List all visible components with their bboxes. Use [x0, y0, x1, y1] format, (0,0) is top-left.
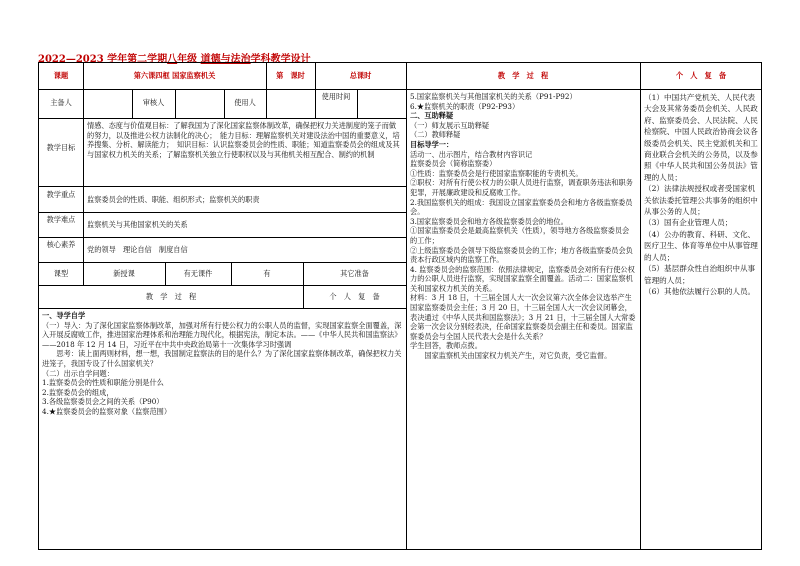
review-note: （6）其他依法履行公职的人员。 — [644, 286, 756, 296]
divider — [39, 186, 406, 187]
lesson-type: 新授课 — [113, 269, 135, 278]
divider — [640, 63, 641, 549]
topic-name: 第六课四框 国家监察机关 — [133, 71, 216, 80]
divider — [39, 237, 406, 238]
review-note: （1）中国共产党机关、人民代表大会及其常务委员会机关、人民政府、监察委员会、人民法院、人民检察院、中国人民政治协商会议各级委员会机关、民主党派机关和工商业联合会机关的公务员，以及参照《中华人民共和国公务员法》管理的人员； — [644, 93, 758, 182]
list-item: （一）师友展示互助释疑 — [410, 120, 490, 130]
use-time-label: 使用时间 — [321, 92, 351, 101]
body-text: 学生回答，教师点拨。 — [410, 341, 482, 351]
body-text: ②职权：对所有行使公权力的公职人员进行监察，调查职务违法和职务犯罪，开展廉政建设和反腐败工作。 — [410, 178, 633, 197]
review-header: 个 人 复 备 — [675, 71, 727, 80]
grade-suffix: 年级 — [177, 54, 198, 65]
other-prep-label: 其它准备 — [340, 269, 369, 278]
lesson-plan-table — [38, 62, 762, 550]
topic-label: 课题 — [53, 71, 69, 80]
body-text: 监察委员会（简称监察委） — [410, 159, 497, 169]
review-note: （5）基层群众性自治组织中从事管理的人员； — [644, 264, 756, 285]
literacy-text: 党的领导 理论自信 制度自信 — [87, 245, 188, 254]
divider — [83, 89, 84, 118]
objectives-text: 情感、态度与价值观目标：了解我国为了深化国家监察体制改革，确保把权力关进制度的笼子而做的努力，以及推进公权力法制化的决心； 能力目标：理解监察机关对建设法治中国的重要意义，培养搜集、分析、解读能力； 知识目标：认识监察委员会的性质、职能；知道监察委员会的组成及其与国家权力机关的关系；了解监察机关独立行使职权以及与其他机关相互配合、制约的机制 — [87, 121, 400, 159]
school-year: 2022—2023 学年第二学期 — [38, 54, 168, 65]
list-item: 5.国家监察机关与其他国家机关的关系（P91-P92） — [410, 92, 577, 101]
list-item: 6.★监察机关的职责（P92-P93） — [410, 101, 520, 111]
list-item: 4.★监察委员会的监察对象（监察范围） — [42, 406, 172, 416]
review-note: （3）国有企业管理人员； — [644, 218, 733, 228]
body-text: 2.我国监察机关的组成：我国设立国家监察委员会和地方各级监察委员会。 — [410, 197, 633, 217]
key-points-label: 教学重点 — [46, 190, 76, 199]
reviewer-label: 审核人 — [142, 98, 165, 107]
difficulties-text: 监察机关与其他国家机关的关系 — [87, 220, 188, 229]
section-heading: 一、导学自学 — [42, 311, 86, 320]
divider — [39, 262, 406, 263]
body-text: ①性质：监察委员会是行使国家监察职能的专责机关。 — [410, 168, 583, 178]
divider — [357, 89, 358, 118]
divider — [175, 89, 176, 118]
review-note: （2）法律法规授权或者受国家机关依法委托管理公共事务的组织中从事公务的人员； — [644, 184, 758, 217]
body-text: ①国家监察委员会是最高监察机关（性质），领导地方各级监察委员会的工作； — [410, 226, 630, 245]
activity-text: 活动一、出示图片，结合教材内容识记 — [410, 149, 533, 159]
review-note: （4）公办的教育、科研、文化、医疗卫生、体育等单位中从事管理的人员； — [644, 229, 758, 262]
sub-process-header: 教 学 过 程 — [145, 292, 197, 301]
intro-paragraph: （一）导入：为了深化国家监察体制改革，加强对所有行使公权力的公职人员的监督，实现国家监察全面覆盖，深入开展反腐败工作，推进国家治理体系和治理能力现代化，根据宪法，制定本法。——《中华人民共和国监察法》——2018 年 12 月 14 日，习近平在中共中央政治局第十一次集体学习时强调 — [42, 320, 402, 349]
divider — [39, 89, 762, 90]
difficulties-label: 教学难点 — [46, 215, 76, 224]
divider — [83, 118, 84, 262]
process-header: 教 学 过 程 — [497, 71, 549, 80]
preparer-label: 主备人 — [50, 98, 72, 107]
section-heading: 二、互助释疑 — [410, 111, 454, 121]
body-text: 3.国家监察委员会和地方各级监察委员会的地位。 — [410, 216, 568, 226]
divider — [39, 308, 406, 309]
list-item: （二）出示自学问题： — [42, 368, 114, 378]
left-process-content — [42, 311, 402, 549]
list-item: （二）教师释疑 — [410, 130, 461, 140]
material-text: 材料：3 月 18 日，十三届全国人大一次会议第六次全体会议选举产生国家监察委员会主任；3 月 20 日，十三届全国人大一次会议闭幕会，表决通过《中华人民共和国监察法》；3 月 21 日，十三届全国人大常委会第一次会议分别经表决，任命国家监察委员会副主任和委员。国家监察委员会与全国人民代表大会是什么关系？ — [410, 293, 636, 341]
subject: 道德与法治 — [200, 54, 251, 65]
total-periods-label: 总课时 — [349, 71, 372, 80]
title-suffix: 学科教学设计 — [250, 54, 311, 65]
goal-heading: 目标导学一： — [410, 139, 454, 149]
body-text: 4. 监察委员会的监察范围：依照法律规定，监察委员会对所有行使公权力的公职人员进行监察，实现国家监察全面覆盖。活动二：国家监察机关和国家权力机关的关系。 — [410, 264, 635, 293]
divider — [39, 118, 406, 119]
period-label: 第 课时 — [276, 71, 305, 80]
objectives-label: 教学目标 — [46, 143, 76, 152]
body-text: ②上级监察委员会领导下级监察委员会的工作；地方各级监察委员会负责本行政区域内的监察工作。 — [410, 245, 633, 265]
courseware-label: 有无课件 — [183, 269, 213, 278]
review-notes-content — [644, 92, 759, 548]
key-points-text: 监察委员会的性质、职能、组织形式；监察机关的职责 — [87, 195, 260, 204]
list-item: 1.监察委员会的性质和职能分别是什么 — [42, 378, 164, 388]
think-paragraph: 思考：读上面两则材料，想一想，我国制定监察法的目的是什么？为了深化国家监察体制改革，确保把权力关进笼子，我国专设了什么国家机关？ — [42, 349, 402, 368]
sub-review-header: 个 人 复 备 — [329, 292, 380, 301]
divider — [39, 212, 406, 213]
list-item: 2.监察委员会的组成， — [42, 387, 114, 397]
divider — [266, 89, 267, 118]
divider — [406, 63, 407, 549]
list-item: 3.各级监察委员会之间的关系（P90） — [42, 397, 164, 407]
literacy-label: 核心素养 — [46, 240, 76, 249]
user-label: 使用人 — [234, 98, 256, 107]
conclusion-text: 国家监察机关由国家权力机关产生，对它负责，受它监督。 — [424, 351, 612, 361]
divider — [39, 285, 406, 286]
grade: 八 — [167, 54, 178, 65]
middle-process-content — [410, 92, 636, 548]
lesson-type-label: 课型 — [53, 269, 69, 278]
courseware-value: 有 — [263, 269, 271, 278]
